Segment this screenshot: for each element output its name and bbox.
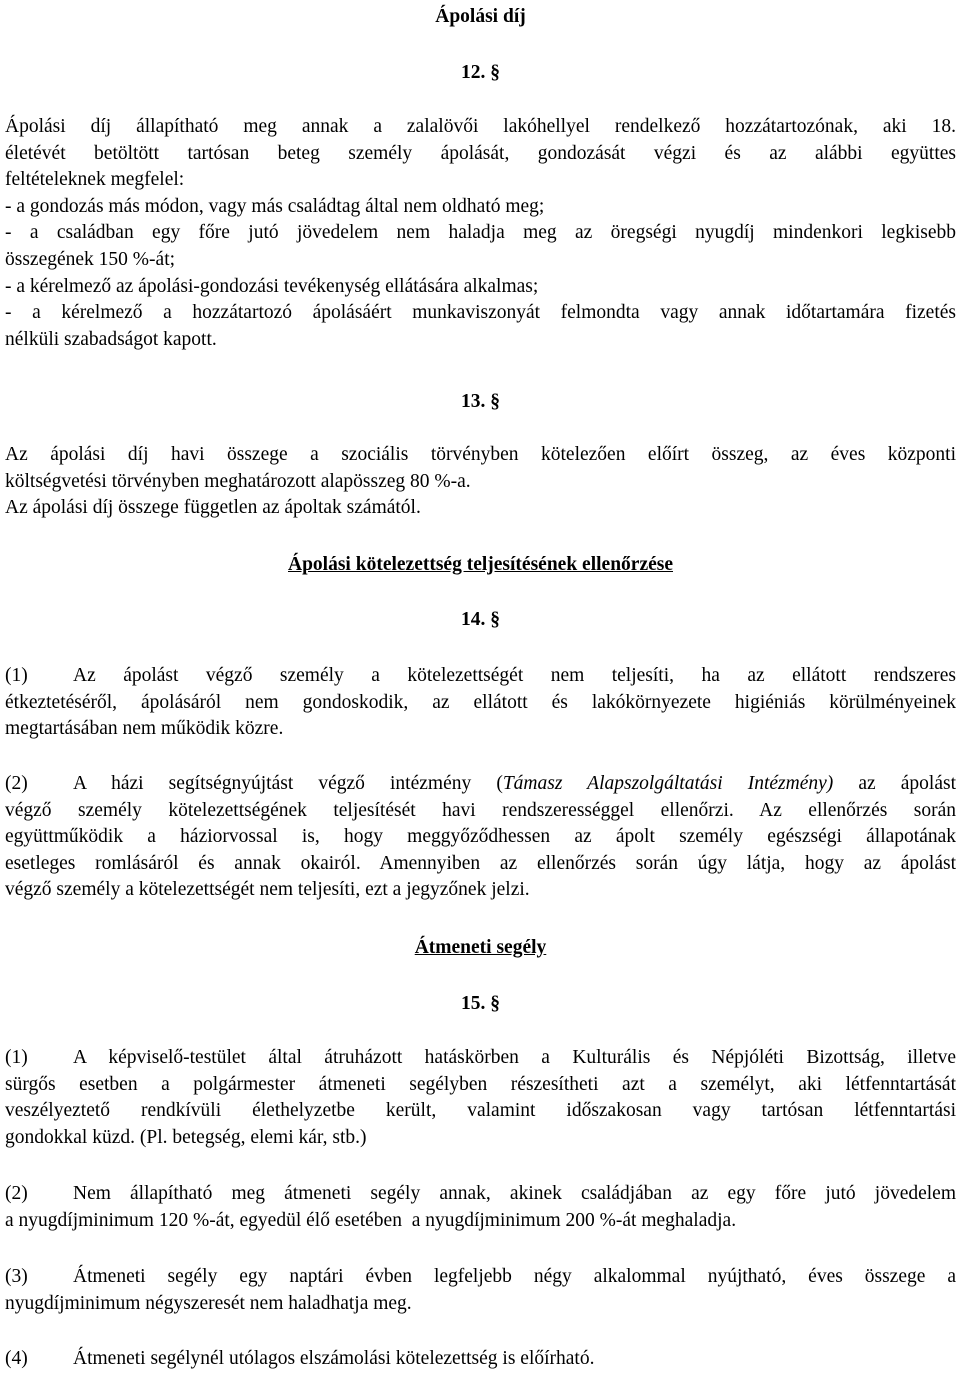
paragraph-label: (4) [5,1348,28,1369]
text-line: esetleges romlásáról és annak okairól. Amennyiben az ellenőrzés során úgy látja, hogy az ápolást [5,852,956,874]
paragraph-text: A képviselő-testület által átruházott hatáskörben a Kulturális és Népjóléti Bizottság, illetve [73,1047,956,1068]
section-14-paragraph-1 [5,663,956,743]
text-line: veszélyeztető rendkívüli élethelyzetbe került, valamint időszakosan vagy tartósan létfenntartási [5,1100,956,1122]
text-line [5,1264,956,1291]
paragraph-text: Az ápolást végző személy a kötelezettségét nem teljesíti, ha az ellátott rendszeres [73,665,956,686]
paragraph-text: az ápolást [833,773,957,794]
section-13-number: 13. § [461,391,500,412]
text-line [5,1181,956,1208]
list-item: - a családban egy főre jutó jövedelem nem haladja meg az öregségi nyugdíj mindenkori legkisebb [5,222,956,244]
section-heading: Ápolási kötelezettség teljesítésének ellenőrzése [288,554,673,575]
paragraph-label: (1) [5,1047,28,1068]
paragraph-label: (2) [5,773,28,794]
section-13-body [5,442,956,522]
paragraph-label: (1) [5,665,28,686]
paragraph-text: Átmeneti segély egy naptári évben legfeljebb négy alkalommal nyújtható, éves összege a [73,1266,956,1287]
text-line: étkeztetéséről, ápolásáról nem gondoskodik, az ellátott és lakókörnyezete higiéniás körülményeinek [5,691,956,713]
heading-container [5,935,956,962]
institution-name: Támasz Alapszolgáltatási Intézmény) [502,773,834,794]
paragraph-label: (2) [5,1183,28,1204]
text-line: sürgős esetben a polgármester átmeneti segélyben részesítheti azt a személyt, aki létfenntartását [5,1073,956,1095]
text-line: költségvetési törvényben meghatározott alapösszeg 80 %-a. [5,470,471,492]
paragraph-text: Nem állapítható meg átmeneti segély annak, akinek családjában az egy főre jutó jövedelem [73,1183,956,1204]
section-heading: Átmeneti segély [414,937,547,958]
list-item: - a kérelmező az ápolási-gondozási tevékenység ellátására alkalmas; [5,275,539,297]
text-line [5,1346,956,1373]
section-14-number: 14. § [461,609,500,630]
text-line: Az ápolási díj összege független az ápoltak számától. [5,497,421,519]
text-line: nélküli szabadságot kapott. [5,328,217,350]
paragraph-text: A házi segítségnyújtást végző intézmény ( [73,773,503,794]
text-line: gondokkal küzd. (Pl. betegség, elemi kár, stb.) [5,1126,367,1148]
section-12-body [5,114,956,353]
heading-container [5,552,956,579]
text-line [5,663,956,690]
text-line: Az ápolási díj havi összege a szociális törvényben kötelezően előírt összeg, az éves központi [5,444,956,465]
text-line: a nyugdíjminimum 120 %-át, egyedül élő esetében a nyugdíjminimum 200 %-át meghaladja. [5,1209,737,1231]
section-12-number: 12. § [461,62,500,83]
text-line: végző személy a kötelezettségét nem teljesíti, ezt a jegyzőnek jelzi. [5,879,530,901]
section-15-paragraph-2 [5,1181,956,1234]
section-15-number: 15. § [461,993,500,1014]
section-15-paragraph-1 [5,1045,956,1151]
text-line: nyugdíjminimum négyszeresét nem haladhatja meg. [5,1292,412,1314]
section-14-paragraph-2 [5,771,956,904]
text-line: életévét betöltött tartósan beteg személy ápolását, gondozását végzi és az alábbi együttes [5,142,956,164]
paragraph-label: (3) [5,1266,28,1287]
text-line: összegének 150 %-át; [5,248,176,270]
paragraph-text: Átmeneti segélynél utólagos elszámolási kötelezettség is előírható. [73,1348,595,1369]
list-item: - a kérelmező a hozzátartozó ápolásáért munkaviszonyát felmondta vagy annak időtartamára fizetés [5,302,956,324]
text-line [5,1045,956,1072]
document-title: Ápolási díj [435,6,526,27]
text-line: együttműködik a háziorvossal is, hogy meggyőződhessen az ápolt személy egészségi állapotának [5,826,956,848]
text-line [5,771,956,798]
text-line: feltételeknek megfelel: [5,169,185,191]
text-line: megtartásában nem működik közre. [5,718,284,740]
list-item: - a gondozás más módon, vagy más családtag által nem oldható meg; [5,195,545,217]
section-15-paragraph-3 [5,1264,956,1317]
text-line: végző személy kötelezettségének teljesítését havi rendszerességgel ellenőrzi. Az ellenőrzés során [5,799,956,821]
text-line: Ápolási díj állapítható meg annak a zalalövői lakóhellyel rendelkező hozzátartozónak, aki 18. [5,116,956,137]
section-15-paragraph-4 [5,1346,956,1373]
